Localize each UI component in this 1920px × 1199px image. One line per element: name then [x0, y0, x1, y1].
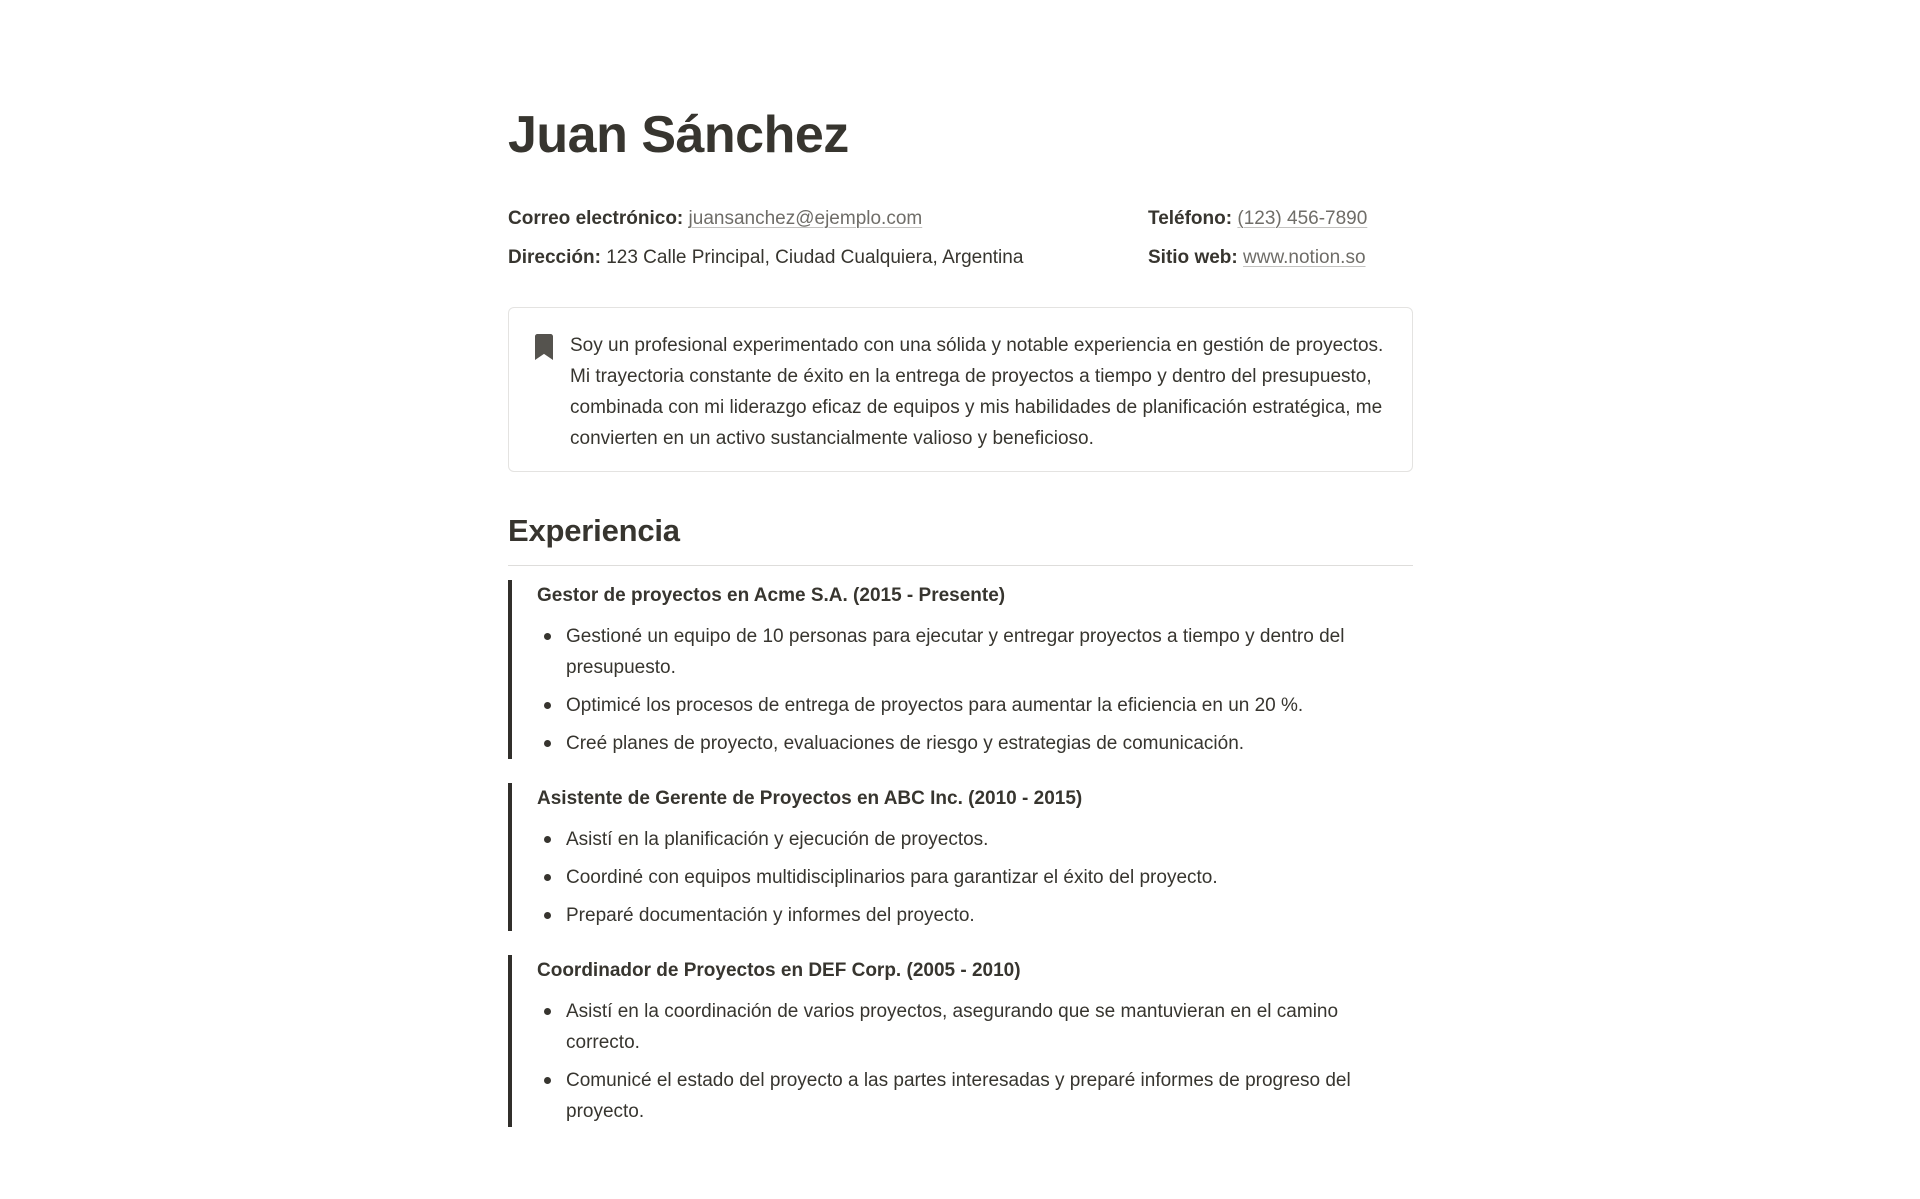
- experience-bullet-list: [537, 824, 1413, 931]
- experience-entry: [508, 580, 1413, 759]
- email-link[interactable]: juansanchez@ejemplo.com: [688, 208, 923, 229]
- bullet-text: Optimicé los procesos de entrega de proyectos para aumentar la eficiencia en un 20 %.: [566, 695, 1304, 716]
- bullet-text: Asistí en la planificación y ejecución de proyectos.: [566, 829, 989, 850]
- bullet-item: [537, 690, 1413, 721]
- bullet-marker: [544, 1008, 551, 1015]
- bullet-marker: [544, 874, 551, 881]
- contact-section: [508, 204, 1413, 273]
- experience-entry: [508, 955, 1413, 1127]
- bullet-marker: [544, 836, 551, 843]
- website-label: Sitio web:: [1148, 247, 1238, 268]
- bullet-marker: [544, 702, 551, 709]
- bullet-text: Coordiné con equipos multidisciplinarios para garantizar el éxito del proyecto.: [566, 867, 1218, 888]
- bullet-marker: [544, 912, 551, 919]
- summary-callout: [508, 307, 1413, 472]
- experience-entry-title: Asistente de Gerente de Proyectos en ABC Inc. (2010 - 2015): [537, 788, 1083, 809]
- experience-bullet-list: [537, 621, 1413, 759]
- experience-list: [508, 580, 1413, 1127]
- bullet-text: Preparé documentación y informes del proyecto.: [566, 905, 975, 926]
- experience-entry-title: Gestor de proyectos en Acme S.A. (2015 - Presente): [537, 585, 1006, 606]
- bullet-item: [537, 862, 1413, 893]
- address-row: [508, 243, 1028, 273]
- experience-entry-title: Coordinador de Proyectos en DEF Corp. (2005 - 2010): [537, 960, 1021, 981]
- resume-document: [508, 0, 1413, 1127]
- experience-entry: [508, 783, 1413, 931]
- email-row: [508, 204, 1028, 234]
- bullet-marker: [544, 1077, 551, 1084]
- section-heading-experiencia: Experiencia: [508, 513, 680, 548]
- contact-column-right: [1148, 204, 1413, 273]
- website-link[interactable]: www.notion.so: [1243, 247, 1366, 268]
- bullet-marker: [544, 740, 551, 747]
- bullet-item: [537, 996, 1413, 1058]
- contact-column-left: [508, 204, 1028, 273]
- divider: [508, 565, 1413, 566]
- bullet-text: Comunicé el estado del proyecto a las partes interesadas y preparé informes de progreso del proyecto.: [566, 1070, 1351, 1122]
- page-title: Juan Sánchez: [508, 106, 849, 164]
- email-label: Correo electrónico:: [508, 208, 684, 229]
- bullet-item: [537, 900, 1413, 931]
- website-row: [1148, 243, 1413, 273]
- phone-row: [1148, 204, 1413, 234]
- bullet-item: [537, 621, 1413, 683]
- summary-text: Soy un profesional experimentado con una sólida y notable experiencia en gestión de proyectos. Mi trayectoria constante de éxito en la entrega de proyectos a tiempo y dentro del presupuesto, combinada con mi liderazgo eficaz de equipos y mis habilidades de planificación estratégica, me convierten en un activo sustancialmente valioso y beneficioso.: [570, 335, 1384, 449]
- address-label: Dirección:: [508, 247, 601, 268]
- bullet-marker: [544, 633, 551, 640]
- bullet-text: Gestioné un equipo de 10 personas para ejecutar y entregar proyectos a tiempo y dentro del presupuesto.: [566, 626, 1345, 678]
- bullet-text: Creé planes de proyecto, evaluaciones de riesgo y estrategias de comunicación.: [566, 733, 1245, 754]
- phone-label: Teléfono:: [1148, 208, 1233, 229]
- bullet-item: [537, 824, 1413, 855]
- bullet-text: Asistí en la coordinación de varios proyectos, asegurando que se mantuvieran en el camino correcto.: [566, 1001, 1339, 1053]
- bookmark-icon: [535, 334, 553, 360]
- experience-bullet-list: [537, 996, 1413, 1127]
- phone-link[interactable]: (123) 456-7890: [1237, 208, 1368, 229]
- bullet-item: [537, 1065, 1413, 1127]
- bullet-item: [537, 728, 1413, 759]
- address-value: 123 Calle Principal, Ciudad Cualquiera, Argentina: [606, 247, 1024, 268]
